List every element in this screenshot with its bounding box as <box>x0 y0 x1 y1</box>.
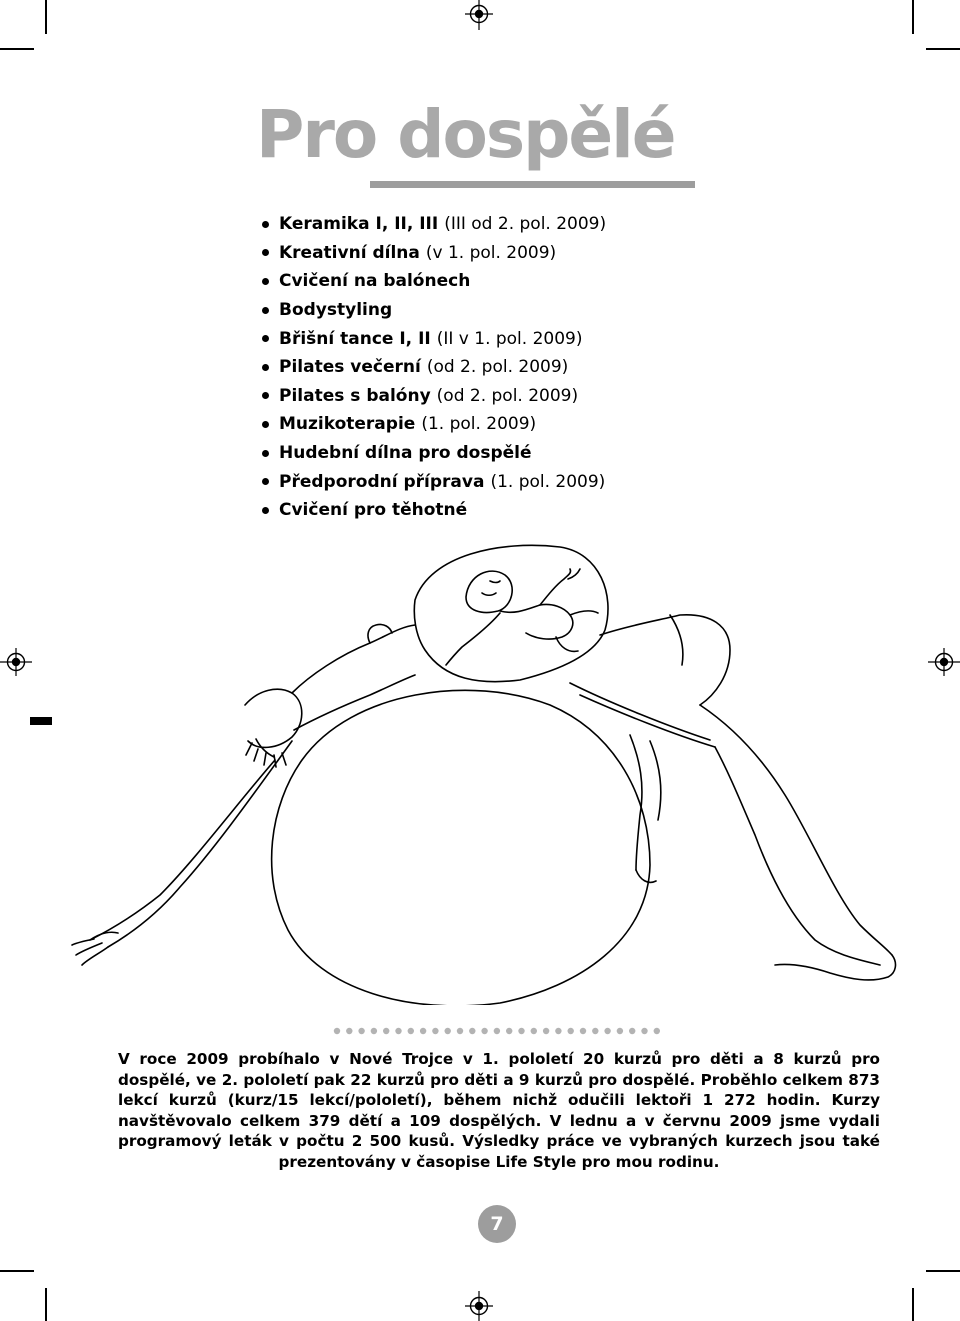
color-bar-mark <box>30 717 52 725</box>
crop-mark <box>0 1270 34 1272</box>
woman-head <box>245 689 302 767</box>
crop-mark <box>45 0 47 34</box>
baby-figure <box>446 569 598 665</box>
course-name: Pilates s balóny <box>279 385 431 406</box>
woman-hand <box>72 932 118 965</box>
gym-ball <box>272 690 650 1005</box>
list-item <box>262 324 606 353</box>
course-note: (II v 1. pol. 2009) <box>436 328 583 349</box>
course-name: Keramika I, II, III <box>279 214 439 235</box>
crop-mark <box>45 1288 47 1321</box>
page-number-badge: 7 <box>478 1205 516 1243</box>
summary-paragraph: V roce 2009 probíhalo v Nové Trojce v 1. pololetí 20 kurzů pro děti a 8 kurzů pro dospělé, ve 2. pololetí pak 22 kurzů pro děti a 9 kurzů pro dospělé. Proběhlo celkem 873 lekcí kurzů (kurz/15 lekcí/pololetí), během nichž odučili lektoři 1 272 hodin. Kurzy navštěvovalo celkem 379 dětí a 109 dospělých. V lednu a v červnu 2009 jsme vydali programový leták v počtu 2 500 kusů. Výsledky práce ve vybraných kurzech jsou také prezentovány v časopise Life Style pro mou rodinu. <box>118 1050 880 1171</box>
course-name: Pilates večerní <box>279 357 421 378</box>
bullet-icon <box>262 478 269 485</box>
bullet-icon <box>262 364 269 371</box>
list-item <box>262 439 606 468</box>
list-item <box>262 210 606 239</box>
course-list <box>262 210 606 525</box>
course-note: (od 2. pol. 2009) <box>426 357 569 378</box>
course-name: Předporodní příprava <box>279 471 485 492</box>
woman-arm <box>90 760 275 940</box>
list-item <box>262 410 606 439</box>
course-name: Bodystyling <box>279 300 393 321</box>
course-name: Kreativní dílna <box>279 242 420 263</box>
course-note: (od 2. pol. 2009) <box>436 385 579 406</box>
page-title: Pro dospělé <box>256 96 675 173</box>
course-name: Cvičení pro těhotné <box>279 500 468 521</box>
list-item <box>262 239 606 268</box>
bullet-icon <box>262 278 269 285</box>
pregnant-woman-on-ball-illustration <box>70 535 900 1005</box>
crop-mark <box>0 48 34 50</box>
crop-mark <box>912 0 914 34</box>
list-item <box>262 353 606 382</box>
registration-mark-left-icon <box>0 645 34 679</box>
list-item <box>262 296 606 325</box>
bullet-icon <box>262 221 269 228</box>
course-note: (v 1. pol. 2009) <box>425 242 557 263</box>
course-name: Břišní tance I, II <box>279 328 431 349</box>
list-item <box>262 467 606 496</box>
course-name: Hudební dílna pro dospělé <box>279 443 532 464</box>
course-name: Muzikoterapie <box>279 414 416 435</box>
list-item <box>262 496 606 525</box>
bullet-icon <box>262 421 269 428</box>
woman-hips <box>600 615 730 705</box>
crop-mark <box>926 48 960 50</box>
womb-outline <box>414 545 608 681</box>
bullet-icon <box>262 507 269 514</box>
course-name: Cvičení na balónech <box>279 271 471 292</box>
bullet-icon <box>262 335 269 342</box>
bullet-icon <box>262 450 269 457</box>
registration-mark-bottom-icon <box>463 1289 495 1321</box>
list-item <box>262 267 606 296</box>
registration-mark-top-icon <box>463 0 495 32</box>
title-underline <box>370 181 695 188</box>
course-note: (III od 2. pol. 2009) <box>444 214 607 235</box>
bullet-icon <box>262 392 269 399</box>
registration-mark-right-icon <box>926 645 960 679</box>
list-item <box>262 382 606 411</box>
dotted-separator <box>333 1026 673 1036</box>
course-note: (1. pol. 2009) <box>490 471 606 492</box>
bullet-icon <box>262 307 269 314</box>
woman-foot <box>775 955 895 980</box>
crop-mark <box>926 1270 960 1272</box>
bullet-icon <box>262 249 269 256</box>
crop-mark <box>912 1288 914 1321</box>
course-note: (1. pol. 2009) <box>421 414 537 435</box>
